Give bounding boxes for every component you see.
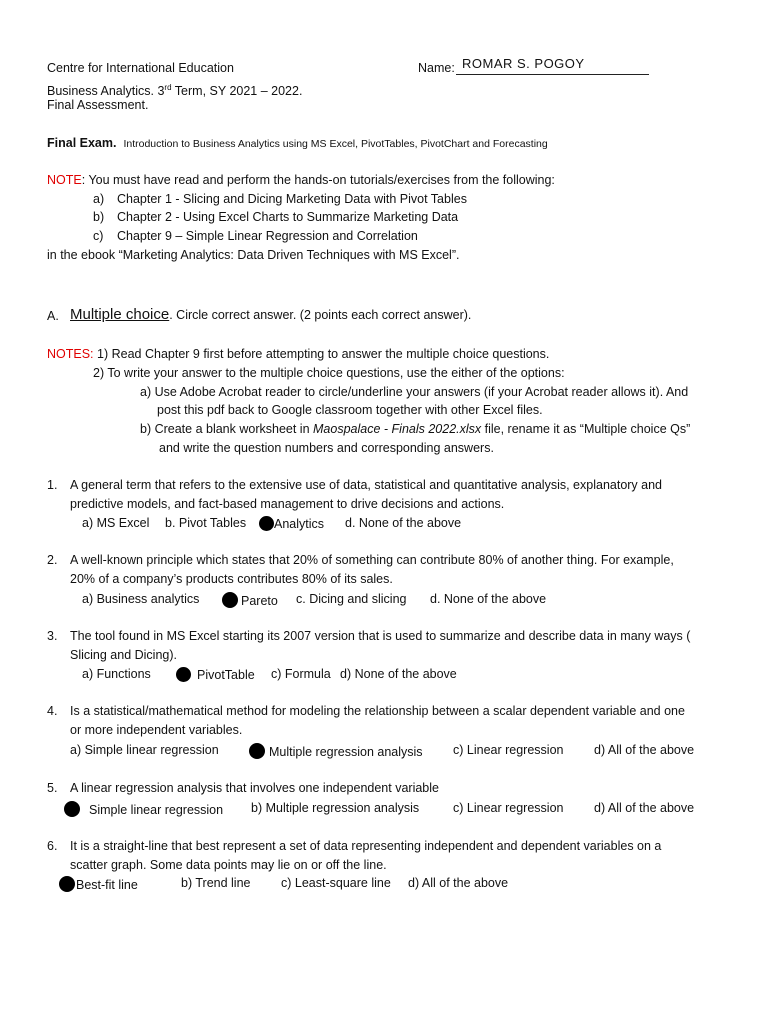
note-item-letter: c) [93,229,104,243]
answer-mark-icon [249,743,265,759]
choice-label: PivotTable [197,668,255,682]
notes-option-a2: post this pdf back to Google classroom together with other Excel files. [157,403,543,417]
choice[interactable]: c. Dicing and slicing [296,592,407,606]
choice[interactable]: b) Trend line [181,876,251,890]
notes-label: NOTES: [47,347,94,361]
choice[interactable]: a) Business analytics [82,592,200,606]
section-a-line [70,307,471,323]
choice-selected[interactable] [64,801,223,818]
notes-option-b1-post: file, rename it as “Multiple choice Qs” [481,422,691,436]
question-text: A general term that refers to the extensive use of data, statistical and quantitative analysis, explanatory and [70,478,663,492]
choice-label: Best-fit line [76,878,138,892]
choice[interactable]: c) Linear regression [453,801,564,815]
choice[interactable]: d. None of the above [430,592,547,606]
question-number: 5. [47,781,58,795]
question-number: 6. [47,839,58,853]
choice[interactable]: d) All of the above [594,743,695,757]
choice[interactable]: a) Simple linear regression [70,743,219,757]
note-item-text: Chapter 9 – Simple Linear Regression and Correlation [117,229,418,243]
question-number: 3. [47,629,58,643]
section-a-letter: A. [47,309,59,323]
question-text: A linear regression analysis that involves one independent variable [70,781,439,795]
question-text: 20% of a company’s products contributes 80% of its sales. [70,572,393,586]
notes-line2: 2) To write your answer to the multiple choice questions, use the either of the options: [93,366,565,380]
question-text: The tool found in MS Excel starting its 2007 version that is used to summarize and describe data in many ways ( [70,629,691,643]
notes-line1 [47,347,549,362]
assessment-title: Final Assessment. [47,98,149,112]
note-item [93,192,104,207]
choice[interactable]: b. Pivot Tables [165,516,247,530]
choice[interactable]: d. None of the above [345,516,462,530]
notes-option-b1-file: Maospalace - Finals 2022.xlsx [313,422,482,436]
notes-option-b1 [140,422,690,437]
choice-selected[interactable] [259,516,324,532]
choice[interactable]: c) Linear regression [453,743,564,757]
answer-mark-icon [64,801,80,817]
note-text: : You must have read and perform the hands-on tutorials/exercises from the following: [81,173,555,187]
choice-label: Multiple regression analysis [269,745,423,759]
name-label: Name: [418,61,455,75]
course-pre: Business Analytics. 3 [47,84,165,99]
choice[interactable]: a) Functions [82,667,151,681]
choice[interactable]: d) All of the above [408,876,509,890]
note-item-text: Chapter 2 - Using Excel Charts to Summarize Marketing Data [117,210,459,224]
section-a-instructions: . Circle correct answer. (2 points each correct answer). [169,308,472,322]
choice-selected[interactable] [222,592,278,609]
question-text: Is a statistical/mathematical method for modeling the relationship between a scalar dependent variable and one [70,704,685,718]
note-item-letter: a) [93,192,105,206]
course-line [47,80,302,99]
exam-line [47,136,548,152]
question-text: A well-known principle which states that 20% of something can contribute 80% of another thing. For example, [70,553,674,567]
question-text: Slicing and Dicing). [70,648,177,662]
answer-mark-icon [176,667,191,682]
choice-label: Analytics [274,517,325,531]
course-sup: rd [164,83,172,92]
question-text: predictive models, and fact-based management to drive decisions and actions. [70,497,505,511]
choice-label: Simple linear regression [89,803,224,817]
section-a-title: Multiple choice [70,306,170,323]
answer-mark-icon [259,516,274,531]
choice-selected[interactable] [249,743,423,760]
exam-topic: Introduction to Business Analytics using MS Excel, PivotTables, PivotChart and Forecasting [123,138,548,150]
note-item-letter: b) [93,210,105,224]
choice-selected[interactable] [176,667,255,683]
name-value: ROMAR S. POGOY [462,56,585,71]
answer-mark-icon [59,876,75,892]
notes-line1-text: 1) Read Chapter 9 first before attempting to answer the multiple choice questions. [93,347,550,361]
choice[interactable]: c) Formula [271,667,331,681]
exam-label: Final Exam. [47,136,117,150]
choice-label: Pareto [241,594,278,608]
question-text: It is a straight-line that best represent a set of data representing independent and dependent variables on a [70,839,662,853]
choice[interactable]: c) Least-square line [281,876,391,890]
choice-selected[interactable] [59,876,138,893]
note-item [93,210,104,225]
note-item [93,229,103,244]
question-number: 1. [47,478,58,492]
question-text: or more independent variables. [70,723,243,737]
choice[interactable]: d) None of the above [340,667,457,681]
notes-option-a1: a) Use Adobe Acrobat reader to circle/underline your answers (if your Acrobat reader allows it). And [140,385,689,399]
notes-option-b2: and write the question numbers and corresponding answers. [159,441,494,455]
choice[interactable]: b) Multiple regression analysis [251,801,420,815]
note-line [47,173,555,188]
notes-option-b1-pre: b) Create a blank worksheet in [140,422,314,436]
choice[interactable]: a) MS Excel [82,516,150,530]
answer-mark-icon [222,592,238,608]
course-post: Term, SY 2021 – 2022. [171,84,303,99]
note-item-text: Chapter 1 - Slicing and Dicing Marketing Data with Pivot Tables [117,192,467,206]
ebook-line: in the ebook “Marketing Analytics: Data Driven Techniques with MS Excel”. [47,248,460,262]
question-number: 4. [47,704,58,718]
note-label: NOTE [47,173,82,187]
question-number: 2. [47,553,58,567]
question-text: scatter graph. Some data points may lie on or off the line. [70,858,387,872]
choice[interactable]: d) All of the above [594,801,695,815]
name-underline [456,74,649,75]
org-name: Centre for International Education [47,61,234,75]
